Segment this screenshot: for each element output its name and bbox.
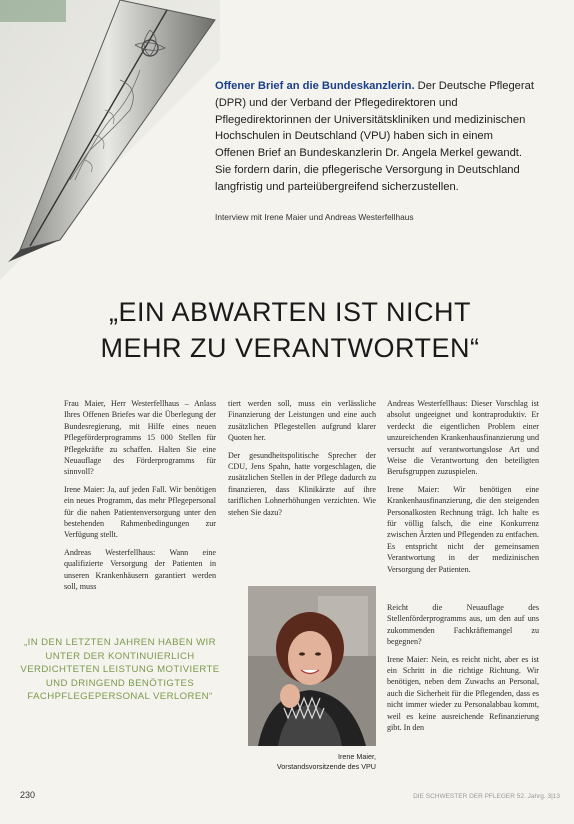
intro-lead: Offener Brief an die Bundeskanzlerin. [215,80,415,92]
headline-line-2: MEHR ZU VERANTWORTEN“ [100,333,480,364]
caption-role: Vorstandsvorsitzende des VPU [276,761,376,771]
body-column-3 [387,398,539,581]
article-headline [40,294,540,366]
running-footer: DIE SCHWESTER DER PFLEGER 52. Jahrg. 3|13 [413,793,560,800]
paragraph: Andreas Westerfellhaus: Wann eine qualifizierte Versorgung der Patienten in unseren Krankenhäusern garantiert werden soll, muss [64,547,216,592]
fountain-pen-nib-illustration [0,0,220,280]
paragraph: tiert werden soll, muss ein verlässliche Finanzierung der Leistungen und eine auch zusätzlichen Pflegestellen aufgrund klarer Quoten her. [228,399,376,443]
paragraph: Irene Maier: Ja, auf jeden Fall. Wir benötigen ein neues Programm, das mehr Pflegepersonal für die nahen Patientenversorgung unter den bestehenden Rahmenbedingungen zur Verfügung stellt. [64,484,216,540]
portrait-photo [248,586,376,746]
paragraph: Reicht die Neuauflage des Stellenförderprogramms aus, um den auf uns zukommenden Fachkräftemangel zu begegnen? [387,603,539,647]
paragraph: Der gesundheitspolitische Sprecher der CDU, Jens Spahn, hatte vorgeschlagen, die zusätzlichen Stellen in der Pflege dadurch zu finanzieren, dass Klinikärzte auf ihre tariflichen Lohnerhöhungen verzichten. Wie stehen Sie dazu? [228,450,376,517]
body-column-2 [228,398,376,524]
photo-caption [228,752,376,771]
pull-quote: „IN DEN LETZTEN JAHREN HABEN WIR UNTER DER KONTINUIERLICH VERDICHTETEN LEISTUNG MOTIVIERTE UND DRINGEND BENÖTIGTES FACHPFLEGEPERSONAL VERLOREN“ [20,637,220,702]
intro-paragraph [215,78,535,196]
paragraph: Irene Maier: Wir benötigen eine Krankenhausfinanzierung, die den steigenden Personalkosten Rechnung trägt. Ich halte es für völlig falsch, die eine Konkurrenz zwischen Ärzten und Pflegenden zu entfachen. Es entspricht nicht der gemeinsamen Verantwortung in der medizinischen Versorgung der Patienten. [387,484,539,574]
caption-name: Irene Maier, [338,752,376,761]
interview-byline: Interview mit Irene Maier und Andreas Westerfellhaus [215,212,414,222]
paragraph: Irene Maier: Nein, es reicht nicht, aber es ist ein Schritt in die richtige Richtung. Wir benötigen, neben dem Zuwachs an Personal, auch die Sicherheit für die Pflegenden, dass es nicht immer wieder zu Personalabbau kommt, weil es keine ausreichende Refinanzierung gibt. In den [387,654,539,733]
page-number: 230 [20,790,36,800]
paragraph: Frau Maier, Herr Westerfellhaus – Anlass Ihres Offenen Briefes war die Überlegung der Bundesregierung, mit Hilfe eines neuen Pflegeförderprogramms 15 000 Stellen für Pflegekräfte zu schaffen. Halten Sie eine Neuauflage des Förderprogramms für sinnvoll? [64,399,216,477]
headline-line-1: „EIN ABWARTEN IST NICHT [108,297,472,328]
intro-text: Der Deutsche Pflegerat (DPR) und der Verband der Pflegedirektoren und Pflegedirektorinnen der Universitätskliniken und medizinischen Hochschulen in Deutschland (VPU) haben sich in einem Offenen Brief an Bundeskanzlerin Dr. Angela Merkel gewandt. Sie fordern darin, die pflegerische Versorgung in Deutschland langfristig und parteiübergreifend sicherzustellen. [215,80,534,193]
paragraph: Andreas Westerfellhaus: Dieser Vorschlag ist absolut ungeeignet und kontraproduktiv. Er verdeckt die eigentlichen Problem einer unzureichenden Krankenhausfinanzierung und versucht auf verantwortungslose Art und Weise die Verantwortung den beteiligten Berufsgruppen zuzuspielen. [387,399,539,477]
body-column-3-continued [387,602,539,739]
body-column-1 [64,398,216,599]
